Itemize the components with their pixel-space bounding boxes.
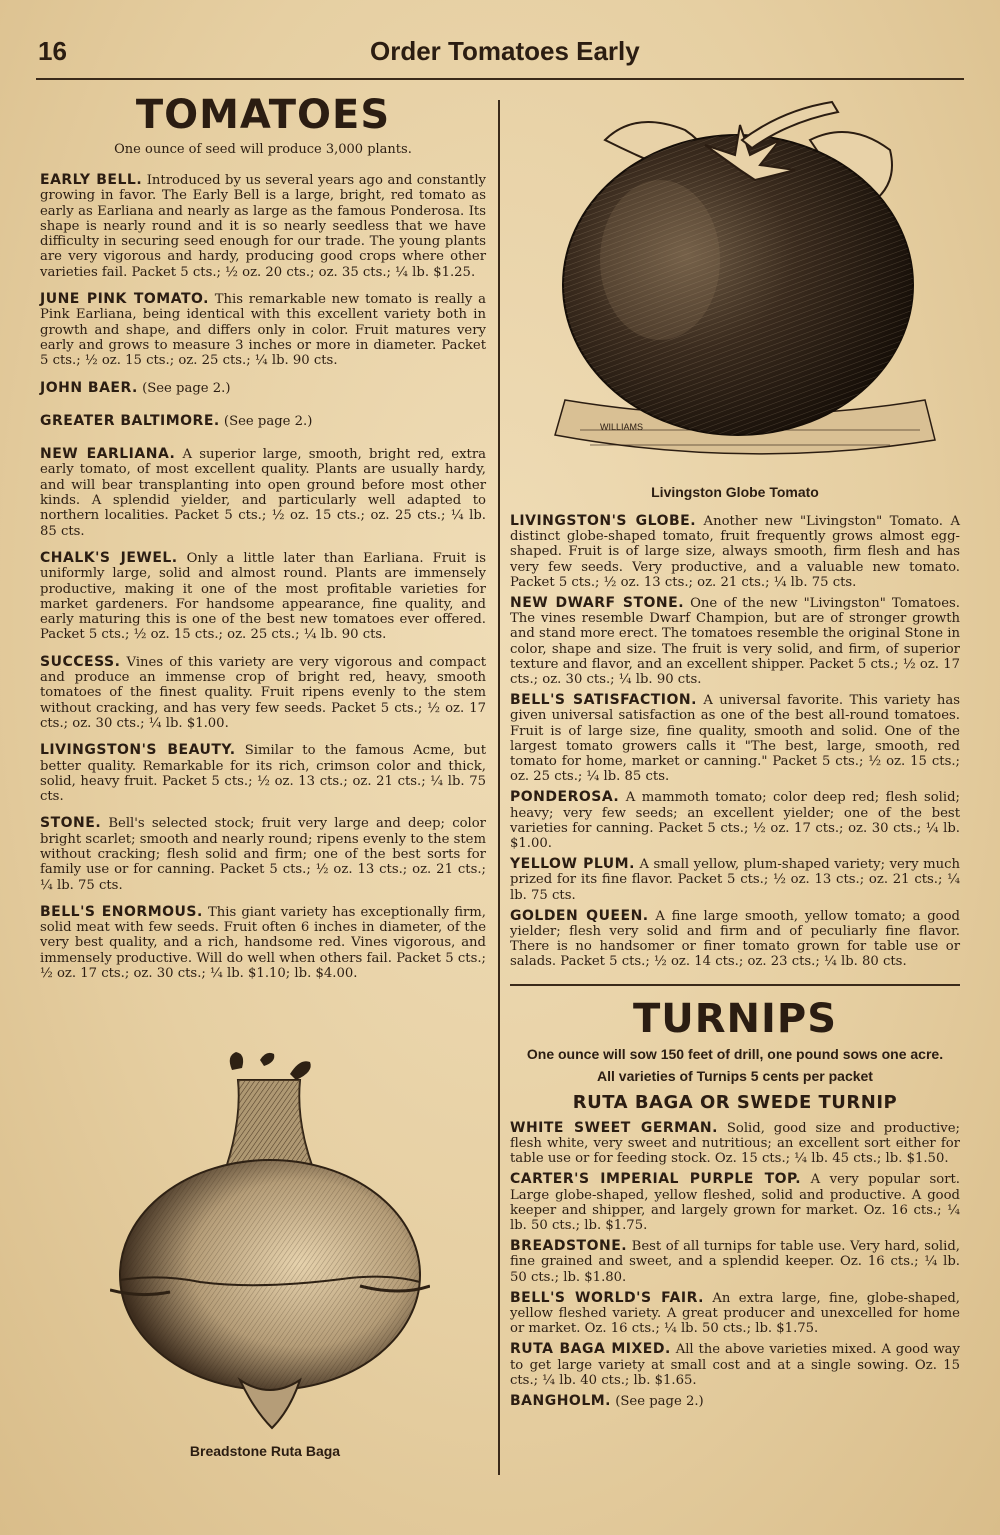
variety-entry [510, 1394, 960, 1409]
variety-name: LIVINGSTON'S BEAUTY. [40, 742, 236, 759]
variety-text: Another new "Livingston" Tomato. A distinct globe-shaped tomato, fruit frequently grows almost egg-shaped. Fruit is of large size, always smooth, firm flesh and has very few seeds. Very productive, and a valuable new tomato. Packet 5 cts.; ½ oz. 13 cts.; oz. 21 cts.; ¼ lb. 75 cts. [510, 514, 960, 590]
variety-name: BELL'S WORLD'S FAIR. [510, 1289, 704, 1306]
variety-entry [510, 693, 960, 784]
turnips-subtitle: One ounce will sow 150 feet of drill, one pound sows one acre. [526, 1045, 944, 1062]
variety-text: Only a little later than Earliana. Fruit is uniformly large, solid and almost round. Plants are immensely productive, making it one of the most profitable varieties for market gardeners. For handsome appearance, fine quality, and early maturing this is one of the best new tomatoes ever offered. Packet 5 cts.; ½ oz. 15 cts.; oz. 25 cts.; ¼ lb. 90 cts. [40, 550, 486, 643]
variety-entry [40, 381, 486, 396]
variety-name: GOLDEN QUEEN. [510, 907, 649, 924]
column-rule [498, 100, 500, 1475]
variety-name: BANGHOLM. [510, 1392, 612, 1409]
variety-text: Introduced by us several years ago and constantly growing in favor. The Early Bell is a large, bright, red tomato as early as Earliana and nearly as large as the famous Ponderosa. Its shape is nearly round and it is so nearly seedless that we have difficulty in securing seed enough for our trade. The young plants are very vigorous and hardy, producing good crops where other varieties fail. Packet 5 cts.; ½ oz. 20 cts.; oz. 35 cts.; ¼ lb. $1.25. [40, 173, 486, 280]
variety-name: STONE. [40, 815, 102, 832]
variety-name: LIVINGSTON'S GLOBE. [510, 513, 697, 529]
variety-entry [40, 414, 486, 429]
variety-name: NEW DWARF STONE. [510, 595, 685, 612]
variety-text: Best of all turnips for table use. Very hard, solid, fine grained and sweet, and a splendid keeper. Oz. 16 cts.; ¼ lb. 50 cts.; lb. $1.80. [510, 1239, 960, 1285]
variety-text: (See page 2.) [142, 380, 231, 396]
variety-text: (See page 2.) [223, 413, 313, 429]
variety-text: Similar to the famous Acme, but better quality. Remarkable for its rich, crimson color and thick, solid, heavy fruit. Packet 5 cts.; ½ oz. 13 cts.; oz. 21 cts.; ¼ lb. 75 cts. [40, 743, 486, 805]
variety-entry [510, 1239, 960, 1285]
variety-entry [40, 551, 486, 643]
right-column [510, 100, 960, 1415]
variety-entry [510, 514, 960, 590]
variety-text: Bell's selected stock; fruit very large and deep; color bright scarlet; smooth and nearly round; ripens evenly to the stem without cracking; flesh solid and firm; one of the best sorts for family use or for canning. Packet 5 cts.; ½ oz. 13 cts.; oz. 21 cts.; ¼ lb. 75 cts. [40, 816, 486, 893]
engraver-signature: WILLIAMS [600, 422, 644, 432]
variety-entry [510, 596, 960, 687]
ruta-baga-caption: Breadstone Ruta Baga [189, 1443, 341, 1459]
variety-name: YELLOW PLUM. [510, 856, 635, 873]
variety-name: BELL'S SATISFACTION. [510, 692, 697, 709]
header-rule [36, 78, 964, 80]
variety-entry [510, 1121, 960, 1167]
variety-name: GREATER BALTIMORE. [40, 412, 220, 429]
variety-entry [510, 1342, 960, 1388]
left-column [40, 92, 486, 993]
variety-name: PONDEROSA. [510, 789, 620, 806]
tomato-illustration [510, 100, 960, 470]
variety-entry [510, 857, 960, 903]
variety-name: EARLY BELL. [40, 172, 143, 188]
variety-entry [40, 173, 486, 280]
section-rule [510, 984, 960, 986]
variety-name: SUCCESS. [40, 653, 121, 670]
variety-name: JOHN BAER. [40, 379, 138, 396]
variety-entry [510, 1172, 960, 1233]
ruta-baga-heading: RUTA BAGA OR SWEDE TURNIP [572, 1091, 898, 1113]
variety-entry [510, 909, 960, 970]
variety-text: Vines of this variety are very vigorous and compact and produce an immense crop of bright red, heavy, smooth tomatoes of the finest quality. Fruit ripens evenly to the stem without cracking, and has very few seeds. Packet 5 cts.; ½ oz. 17 cts.; oz. 30 cts.; ¼ lb. $1.00. [40, 654, 486, 731]
variety-entry [40, 447, 486, 539]
variety-name: NEW EARLIANA. [40, 446, 176, 463]
variety-name: BREADSTONE. [510, 1238, 628, 1255]
turnips-price-note: All varieties of Turnips 5 cents per packet [597, 1067, 873, 1084]
turnips-title: TURNIPS [632, 995, 838, 1042]
variety-entry [510, 790, 960, 851]
tomato-caption: Livingston Globe Tomato [651, 484, 819, 500]
variety-text: This giant variety has exceptionally firm, solid meat with few seeds. Fruit often 6 inches in diameter, of the very best quality, and a rich, handsome red. Vines vigorous, and immensely productive. Will do well when others fail. Packet 5 cts.; ½ oz. 17 cts.; oz. 30 cts.; ¼ lb. $1.10; lb. $4.00. [40, 904, 486, 982]
variety-text: Solid, good size and productive; flesh white, very sweet and nutritious; an excellent sort either for table use or for feeding stock. Oz. 15 cts.; ¼ lb. 45 cts.; lb. $1.50. [510, 1120, 960, 1167]
variety-entry [510, 1291, 960, 1337]
variety-text: All the above varieties mixed. A good way to get large variety at small cost and at a single sowing. Oz. 15 cts.; ¼ lb. 40 cts.; lb. $1.65. [510, 1342, 960, 1388]
variety-name: RUTA BAGA MIXED. [510, 1341, 671, 1358]
variety-text: A universal favorite. This variety has given universal satisfaction as one of the best all-round tomatoes. Fruit is of large size, fine quality, smooth and solid. One of the largest tomato growers calls it "The best, large, smooth, red tomato for home, market or canning." Packet 5 cts.; ½ oz. 15 cts.; oz. 25 cts.; ¼ lb. 85 cts. [510, 693, 960, 785]
page-number: 16 [38, 36, 67, 66]
variety-name: CHALK'S JEWEL. [40, 549, 178, 566]
tomatoes-title: TOMATOES [135, 92, 391, 138]
running-title: Order Tomatoes Early [370, 36, 640, 66]
variety-name: BELL'S ENORMOUS. [40, 903, 203, 920]
variety-text: A superior large, smooth, bright red, extra early tomato, of most excellent quality. Plants are usually hardy, and will bear transplanting into open ground before most other kinds. A splendid yielder, and particularly well adapted to northern localities. Packet 5 cts.; ½ oz. 15 cts.; oz. 25 cts.; ¼ lb. 85 cts. [40, 447, 486, 539]
variety-text: This remarkable new tomato is really a Pink Earliana, being identical with this excellent variety both in growth and shape, and differs only in color. Fruit matures very early and grows to measure 3 inches or more in diameter. Packet 5 cts.; ½ oz. 15 cts.; oz. 25 cts.; ¼ lb. 90 cts. [40, 292, 486, 369]
tomatoes-subtitle: One ounce of seed will produce 3,000 plants. [114, 142, 412, 157]
variety-entry [40, 743, 486, 804]
variety-text: A fine large smooth, yellow tomato; a good yielder; flesh very solid and firm and of peculiarly fine flavor. There is no handsomer or finer tomato grown for table use or salads. Packet 5 cts.; ½ oz. 14 cts.; oz. 23 cts.; ¼ lb. 80 cts. [510, 908, 960, 970]
variety-name: WHITE SWEET GERMAN. [510, 1119, 718, 1136]
variety-text: A very popular sort. Large globe-shaped, yellow fleshed, solid and productive. A good keeper and shipper, and largely grown for market. Oz. 16 cts.; ¼ lb. 50 cts.; lb. $1.75. [510, 1172, 960, 1233]
variety-entry [40, 292, 486, 368]
variety-text: A small yellow, plum-shaped variety; very much prized for its fine flavor. Packet 5 cts.; ½ oz. 13 cts.; oz. 21 cts.; ¼ lb. 75 cts. [510, 857, 960, 903]
variety-entry [40, 816, 486, 892]
variety-text: (See page 2.) [615, 1393, 704, 1409]
variety-entry [40, 655, 486, 731]
variety-name: JUNE PINK TOMATO. [40, 291, 209, 308]
variety-entry [40, 905, 486, 981]
ruta-baga-illustration [110, 1050, 430, 1430]
variety-text: An extra large, fine, globe-shaped, yellow fleshed variety. A great producer and unexcelled for home or market. Oz. 16 cts.; ¼ lb. 50 cts.; lb. $1.75. [510, 1290, 961, 1337]
variety-text: A mammoth tomato; color deep red; flesh solid; heavy; very few seeds; an excellent yielder; one of the best varieties for canning. Packet 5 cts.; ½ oz. 17 cts.; oz. 30 cts.; ¼ lb. $1.00. [510, 790, 960, 852]
variety-name: CARTER'S IMPERIAL PURPLE TOP. [510, 1171, 802, 1188]
variety-text: One of the new "Livingston" Tomatoes. The vines resemble Dwarf Champion, but are of stronger growth and stand more erect. The tomatoes resemble the original Stone in color, shape and size. The fruit is very solid, and firm, of superior texture and flavor, and an excellent shipper. Packet 5 cts.; ½ oz. 17 cts.; oz. 30 cts.; ¼ lb. 90 cts. [510, 596, 960, 688]
